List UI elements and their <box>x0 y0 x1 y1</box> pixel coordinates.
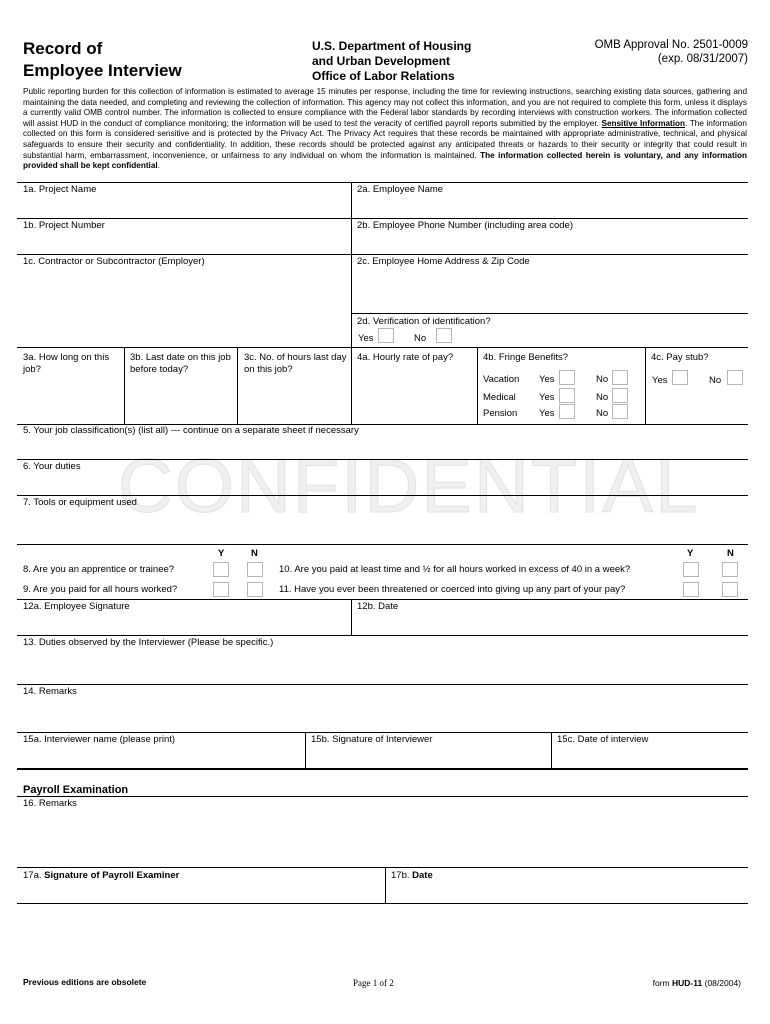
omb-expiration: (exp. 08/31/2007) <box>657 53 748 65</box>
q10-yes-checkbox[interactable] <box>683 562 699 577</box>
q8-yes-checkbox[interactable] <box>213 562 229 577</box>
form-number-id: HUD-11 <box>672 978 703 988</box>
q9-yes-checkbox[interactable] <box>213 582 229 597</box>
confidentiality-statement: The information collected herein is voluntary, and any information provided shall be kept confidential <box>23 150 747 171</box>
employee-signature-field[interactable]: 12a. Employee Signature <box>23 601 130 612</box>
yes-column-header-right: Y <box>687 548 694 559</box>
hourly-rate-field[interactable]: 4a. Hourly rate of pay? <box>357 352 454 363</box>
time-on-job-field[interactable]: 3a. How long on this job? <box>23 352 110 375</box>
yes-column-header-left: Y <box>218 548 225 559</box>
pay-stub-no-checkbox[interactable] <box>727 370 743 385</box>
question-8: 8. Are you an apprentice or trainee? <box>23 564 175 575</box>
no-column-header-left: N <box>251 548 258 559</box>
form-number <box>653 978 741 988</box>
vacation-label: Vacation <box>483 374 520 385</box>
medical-yes-checkbox[interactable] <box>559 388 575 403</box>
hours-last-day-field[interactable]: 3c. No. of hours last day on this job? <box>244 352 347 375</box>
payroll-examination-heading: Payroll Examination <box>23 784 129 796</box>
burden-statement <box>23 87 747 172</box>
q11-yes-checkbox[interactable] <box>683 582 699 597</box>
employee-signature-date-field[interactable]: 12b. Date <box>357 601 399 612</box>
field-17b-label: Date <box>412 870 433 881</box>
form-title-line2: Employee Interview <box>23 61 182 80</box>
burden-period: . <box>157 161 160 171</box>
medical-no-label: No <box>596 392 609 403</box>
form-title <box>23 38 182 82</box>
interview-date-field[interactable]: 15c. Date of interview <box>557 734 649 745</box>
omb-approval <box>595 38 748 66</box>
q9-no-checkbox[interactable] <box>247 582 263 597</box>
verification-yes-checkbox[interactable] <box>378 328 394 343</box>
omb-number: OMB Approval No. 2501-0009 <box>594 39 748 51</box>
burden-text-2: . The information collected on this form is considered sensitive and is protected by the Privacy Act. The Privacy Act requires that these records be maintained with appropriate administrative, technical, and physical safeguards to ensure their security and confidentiality. In addition, these records should be protected against any anticipated threats or hazards to their security or integrity that could result in substantial harm, embarrassment, inconvenience, or unfairness to any individual on whom the information is maintained. <box>23 118 747 160</box>
medical-label: Medical <box>483 392 516 403</box>
interviewer-signature-field[interactable]: 15b. Signature of Interviewer <box>311 734 433 745</box>
pay-stub-yes-label: Yes <box>652 375 668 386</box>
interviewer-name-field[interactable]: 15a. Interviewer name (please print) <box>23 734 176 745</box>
vacation-no-label: No <box>596 374 609 385</box>
pay-stub-label: 4c. Pay stub? <box>651 352 709 363</box>
form-title-line1: Record of <box>23 39 103 58</box>
field-17b-number: 17b. <box>391 870 413 881</box>
verification-no-label: No <box>414 333 427 344</box>
department-line1: U.S. Department of Housing <box>312 39 472 53</box>
duties-field[interactable]: 6. Your duties <box>23 461 81 472</box>
medical-no-checkbox[interactable] <box>612 388 628 403</box>
employee-address-field[interactable]: 2c. Employee Home Address & Zip Code <box>357 256 530 267</box>
q11-no-checkbox[interactable] <box>722 582 738 597</box>
employee-phone-field[interactable]: 2b. Employee Phone Number (including area code) <box>357 220 573 231</box>
contractor-field[interactable]: 1c. Contractor or Subcontractor (Employer) <box>23 256 205 267</box>
project-number-field[interactable]: 1b. Project Number <box>23 220 105 231</box>
pension-no-label: No <box>596 408 609 419</box>
remarks-field[interactable]: 14. Remarks <box>23 686 77 697</box>
pension-no-checkbox[interactable] <box>612 404 628 419</box>
verification-no-checkbox[interactable] <box>436 328 452 343</box>
no-column-header-right: N <box>727 548 734 559</box>
pay-stub-yes-checkbox[interactable] <box>672 370 688 385</box>
job-classification-field[interactable]: 5. Your job classification(s) (list all) --- continue on a separate sheet if necessary <box>23 425 359 436</box>
payroll-remarks-field[interactable]: 16. Remarks <box>23 798 77 809</box>
department-line2: and Urban Development <box>312 54 451 68</box>
vacation-no-checkbox[interactable] <box>612 370 628 385</box>
form-number-date: (08/2004) <box>702 978 741 988</box>
payroll-examiner-date-field[interactable] <box>391 870 433 882</box>
page-number: Page 1 of 2 <box>353 978 394 988</box>
q10-no-checkbox[interactable] <box>722 562 738 577</box>
pension-yes-checkbox[interactable] <box>559 404 575 419</box>
question-10: 10. Are you paid at least time and ½ for all hours worked in excess of 40 in a week? <box>279 564 631 575</box>
field-17a-number: 17a. <box>23 870 45 881</box>
project-name-field[interactable]: 1a. Project Name <box>23 184 97 195</box>
fringe-benefits-label: 4b. Fringe Benefits? <box>483 352 569 363</box>
department-name <box>312 39 471 84</box>
confidential-watermark: CONFIDENTIAL <box>118 444 700 529</box>
vacation-yes-checkbox[interactable] <box>559 370 575 385</box>
burden-text-1: Public reporting burden for this collection of information is estimated to average 15 minutes per response, including the time for reviewing instructions, searching existing data sources, gathering and maintaining the data needed, and completing and reviewing the collection of information. This agency may not collect this information, and you are not required to complete this form, unless it displays a currently valid OMB control number. The information is collected to ensure compliance with the Federal labor standards by recording interviews with construction workers. The information collected will assist HUD in the conduct of compliance monitoring; the information will be used to test the veracity of certified payroll reports submitted by the employer. <box>23 87 747 128</box>
pay-stub-no-label: No <box>709 375 722 386</box>
verification-label: 2d. Verification of identification? <box>357 316 491 327</box>
footer-obsolete-note: Previous editions are obsolete <box>23 977 147 987</box>
department-line3: Office of Labor Relations <box>312 69 455 83</box>
question-11: 11. Have you ever been threatened or coerced into giving up any part of your pay? <box>279 584 626 595</box>
payroll-examiner-signature-field[interactable] <box>23 870 179 882</box>
pension-yes-label: Yes <box>539 408 555 419</box>
form-number-prefix: form <box>652 978 673 988</box>
vacation-yes-label: Yes <box>539 374 555 385</box>
medical-yes-label: Yes <box>539 392 555 403</box>
tools-field[interactable]: 7. Tools or equipment used <box>23 497 137 508</box>
last-date-field[interactable]: 3b. Last date on this job before today? <box>130 352 231 375</box>
field-17a-label: Signature of Payroll Examiner <box>44 870 180 881</box>
question-9: 9. Are you paid for all hours worked? <box>23 584 178 595</box>
verification-yes-label: Yes <box>358 333 374 344</box>
pension-label: Pension <box>483 408 518 419</box>
duties-observed-field[interactable]: 13. Duties observed by the Interviewer (Please be specific.) <box>23 637 274 648</box>
q8-no-checkbox[interactable] <box>247 562 263 577</box>
employee-name-field[interactable]: 2a. Employee Name <box>357 184 444 195</box>
sensitive-information-label: Sensitive Information <box>601 118 686 128</box>
